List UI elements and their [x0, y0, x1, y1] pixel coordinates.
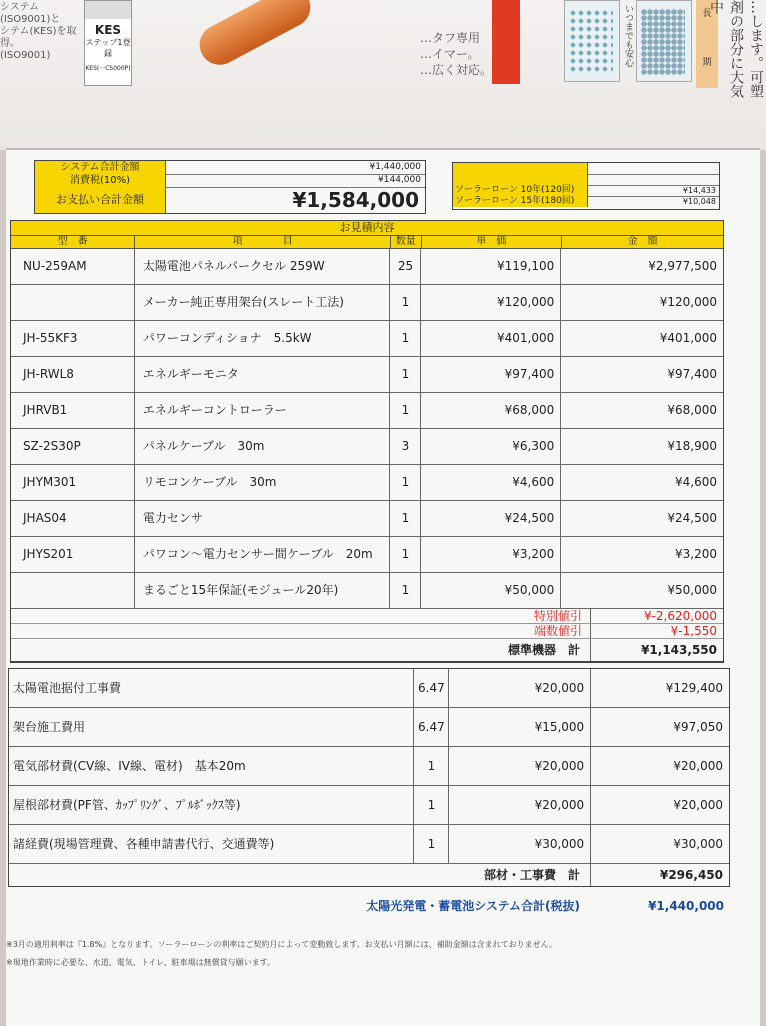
work-unit-price: ¥30,000 — [449, 825, 591, 863]
product-tube-image — [193, 0, 318, 72]
estimate-title: お見積内容 — [11, 221, 723, 236]
estimate-row — [11, 393, 723, 429]
discount-row: 特別値引 ¥-2,620,000 — [11, 609, 723, 624]
row-amount: ¥3,200 — [675, 547, 717, 561]
equipment-subtotal: 標準機器 計 ¥1,143,550 — [11, 639, 723, 662]
row-qty: 1 — [390, 537, 421, 572]
loan-box — [452, 162, 720, 210]
work-row — [9, 786, 729, 825]
estimate-row — [11, 357, 723, 393]
row-model: JH-RWL8 — [11, 357, 135, 392]
header-item: 項 目 — [135, 236, 391, 248]
row-model: JHRVB1 — [11, 393, 135, 428]
row-item: エネルギーモニタ — [135, 357, 391, 392]
row-qty: 3 — [390, 429, 421, 464]
row-amount: ¥401,000 — [659, 331, 717, 345]
work-amount: ¥20,000 — [673, 759, 723, 773]
pattern-box-1 — [564, 0, 620, 82]
header-amount: 金 額 — [627, 236, 658, 247]
work-amount: ¥129,400 — [665, 681, 723, 695]
row-unit-price: ¥119,100 — [421, 249, 561, 284]
row-model: JHAS04 — [11, 501, 135, 536]
work-unit-price: ¥20,000 — [449, 669, 591, 707]
total-payment-value: ¥1,584,000 — [292, 188, 419, 212]
work-subtotal: 部材・工事費 計 ¥296,450 — [9, 864, 729, 886]
row-amount: ¥68,000 — [667, 403, 717, 417]
work-item: 屋根部材費(PF管、ｶｯﾌﾟﾘﾝｸﾞ、ﾌﾟﾙﾎﾞｯｸｽ等) — [9, 786, 414, 824]
work-row — [9, 708, 729, 747]
background-brochure — [0, 0, 766, 150]
pattern-box-2 — [636, 0, 692, 82]
row-unit-price: ¥3,200 — [421, 537, 561, 572]
row-model: JH-55KF3 — [11, 321, 135, 356]
kes-emblem — [85, 1, 131, 19]
work-unit-price: ¥20,000 — [449, 747, 591, 785]
discount-row: 端数値引 ¥-1,550 — [11, 624, 723, 639]
row-unit-price: ¥97,400 — [421, 357, 561, 392]
notes — [6, 936, 746, 972]
total-payment-label: お支払い合計金額 — [35, 187, 166, 213]
row-amount: ¥120,000 — [659, 295, 717, 309]
grand-total: 太陽光発電・蓄電池システム合計(税抜) ¥1,440,000 — [366, 899, 724, 913]
estimate-row — [11, 249, 723, 285]
work-item: 架台施工費用 — [9, 708, 414, 746]
summary-box — [34, 160, 426, 214]
work-unit-price: ¥20,000 — [449, 786, 591, 824]
estimate-row — [11, 321, 723, 357]
brochure-right-text: …します。可塑剤の部分に大気中 — [708, 0, 764, 98]
header-model: 型 番 — [11, 236, 135, 248]
row-amount: ¥2,977,500 — [648, 259, 717, 273]
row-qty: 1 — [390, 285, 421, 320]
row-qty: 1 — [390, 321, 421, 356]
row-qty: 25 — [390, 249, 421, 284]
work-item: 電気部材費(CV線、IV線、電材) 基本20m — [9, 747, 414, 785]
brochure-mid-text: …タフ専用 …イマー。 …広く対応。 — [420, 31, 493, 77]
row-unit-price: ¥68,000 — [421, 393, 561, 428]
note-line: ※現地作業時に必要な、水道、電気、トイレ、駐車場は無償貸与願います。 — [6, 958, 276, 967]
work-qty: 1 — [414, 786, 449, 824]
kes-logo: KES ステップ1登録 KES(一CS000P) — [84, 0, 132, 86]
row-model: JHYS201 — [11, 537, 135, 572]
estimate-row — [11, 537, 723, 573]
estimate-sheet — [6, 148, 760, 1026]
row-model: NU-259AM — [11, 249, 135, 284]
row-item: エネルギーコントローラー — [135, 393, 391, 428]
work-row — [9, 669, 729, 708]
row-unit-price: ¥24,500 — [421, 501, 561, 536]
brochure-red-strip — [492, 0, 520, 84]
row-unit-price: ¥120,000 — [421, 285, 561, 320]
estimate-row — [11, 429, 723, 465]
work-qty: 6.47 — [414, 708, 449, 746]
row-unit-price: ¥50,000 — [421, 573, 561, 608]
work-qty: 6.47 — [414, 669, 449, 707]
estimate-row — [11, 501, 723, 537]
row-item: パワコン～電力センサー間ケーブル 20m — [135, 537, 391, 572]
row-item: メーカー純正専用架台(スレート工法) — [135, 285, 391, 320]
row-model: SZ-2S30P — [11, 429, 135, 464]
estimate-table — [10, 220, 724, 663]
row-model — [11, 285, 135, 320]
summary-row: 消費税(10%) ¥144,000 — [35, 174, 425, 188]
row-amount: ¥50,000 — [667, 583, 717, 597]
row-item: パワーコンディショナ 5.5kW — [135, 321, 391, 356]
pattern-caption: いつまでも安心 — [623, 4, 633, 67]
row-qty: 1 — [390, 465, 421, 500]
row-amount: ¥24,500 — [667, 511, 717, 525]
estimate-row — [11, 285, 723, 321]
header-unit-price: 単 価 — [422, 236, 562, 248]
work-qty: 1 — [414, 825, 449, 863]
work-row — [9, 825, 729, 864]
row-qty: 1 — [390, 573, 421, 608]
row-item: 電力センサ — [135, 501, 391, 536]
row-qty: 1 — [390, 393, 421, 428]
estimate-header — [11, 236, 723, 249]
row-item: リモコンケーブル 30m — [135, 465, 391, 500]
work-unit-price: ¥15,000 — [449, 708, 591, 746]
brochure-left-text: システム(ISO9001)と シテム(KES)を取得。 (ISO9001) — [0, 2, 77, 61]
row-model — [11, 573, 135, 608]
work-item: 諸経費(現場管理費、各種申請書代行、交通費等) — [9, 825, 414, 863]
row-unit-price: ¥6,300 — [421, 429, 561, 464]
row-item: まるごと15年保証(モジュール20年) — [135, 573, 391, 608]
row-model: JHYM301 — [11, 465, 135, 500]
summary-row: システム合計金額 ¥1,440,000 — [35, 161, 425, 175]
loan-row: ソーラーローン 10年(120回) ¥14,433 — [453, 185, 719, 197]
header-qty: 数量 — [391, 236, 422, 248]
row-qty: 1 — [390, 357, 421, 392]
estimate-row — [11, 465, 723, 501]
row-unit-price: ¥401,000 — [421, 321, 561, 356]
work-row — [9, 747, 729, 786]
row-amount: ¥4,600 — [675, 475, 717, 489]
work-qty: 1 — [414, 747, 449, 785]
loan-row: ソーラーローン 15年(180回) ¥10,048 — [455, 196, 716, 206]
row-item: パネルケーブル 30m — [135, 429, 391, 464]
row-amount: ¥18,900 — [667, 439, 717, 453]
work-amount: ¥30,000 — [673, 837, 723, 851]
brochure-orange-column: 長 期 — [696, 0, 718, 88]
row-unit-price: ¥4,600 — [421, 465, 561, 500]
work-amount: ¥97,050 — [673, 720, 723, 734]
work-amount: ¥20,000 — [673, 798, 723, 812]
row-qty: 1 — [390, 501, 421, 536]
estimate-row — [11, 573, 723, 609]
note-line: ※3月の適用利率は『1.8%』となります。ソーラーローンの利率はご契約月によって変動致します。お支払い月額には、補助金額は含まれておりません。 — [6, 940, 558, 949]
work-cost-table — [8, 668, 730, 887]
row-item: 太陽電池パネルパークセル 259W — [135, 249, 391, 284]
row-amount: ¥97,400 — [667, 367, 717, 381]
work-item: 太陽電池据付工事費 — [9, 669, 414, 707]
